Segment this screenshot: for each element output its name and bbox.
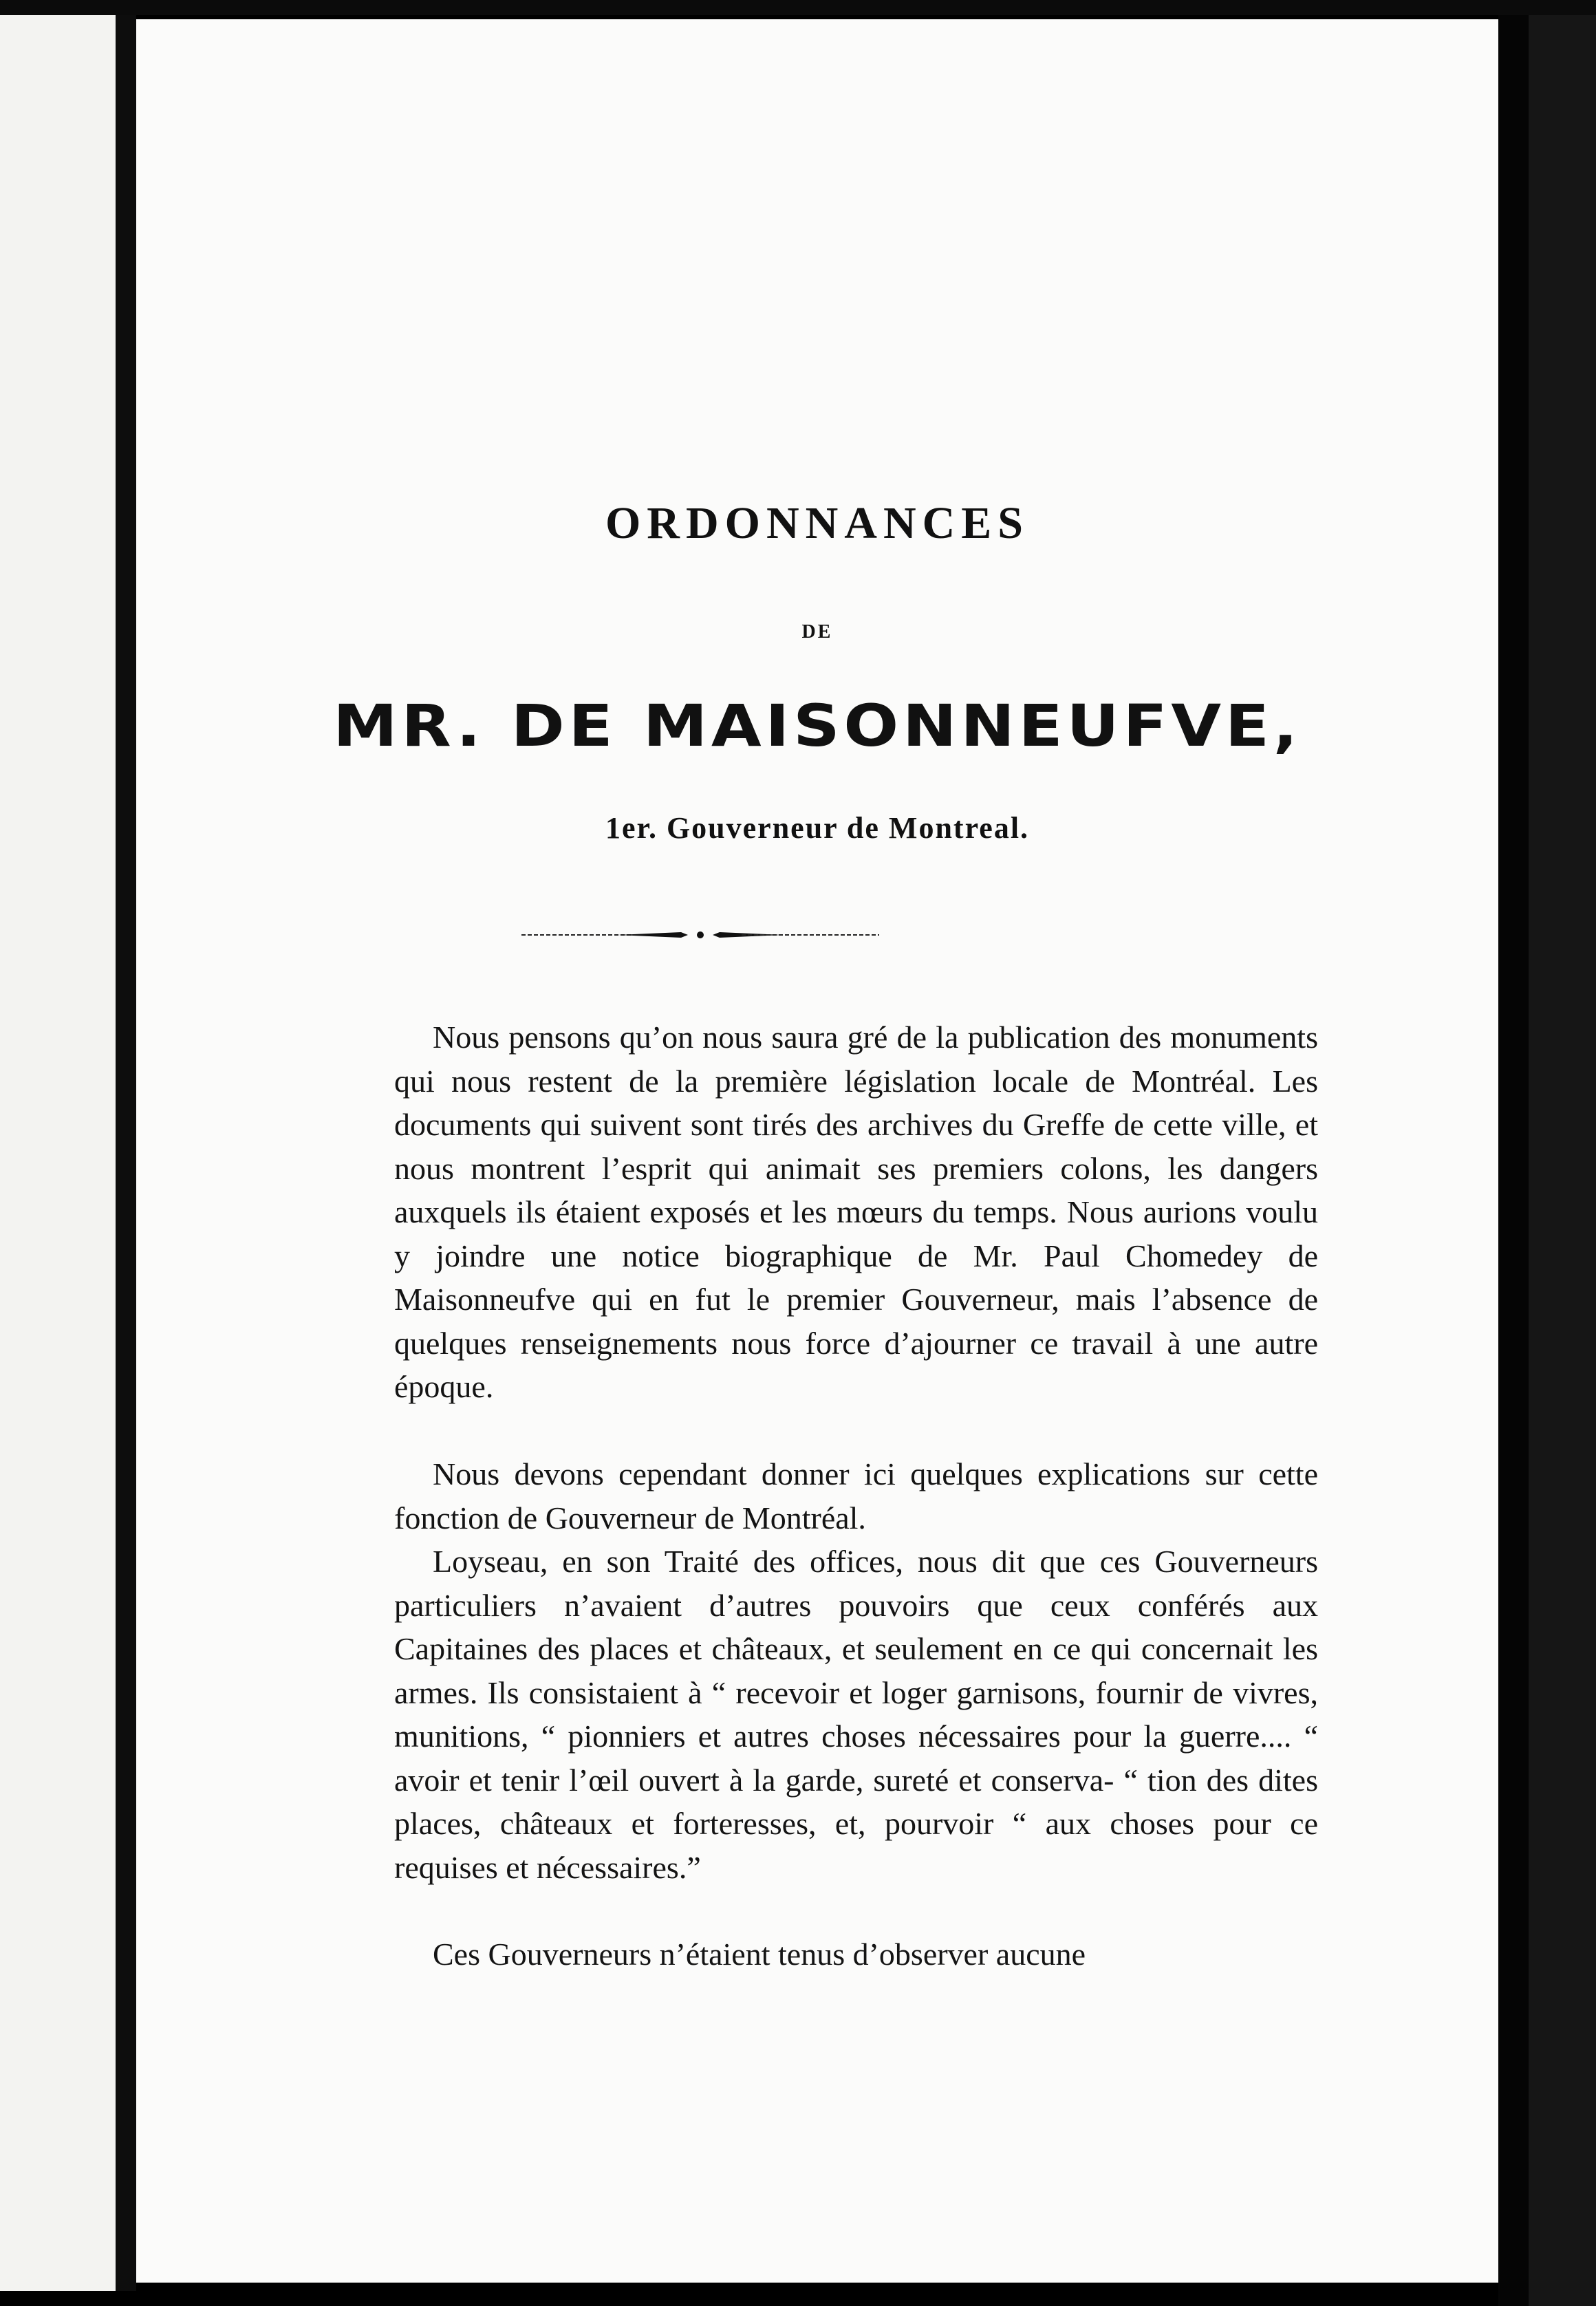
- page-title: ORDONNANCES: [605, 498, 1030, 548]
- paragraph-continued: Ces Gouverneurs n’étaient tenus d’observer aucune: [433, 1937, 1086, 1972]
- gutter-shadow: [116, 15, 136, 2291]
- left-page-edge: [0, 15, 116, 2291]
- paragraph: Loyseau, en son Traité des offices, nous dit que ces Gouverneurs particuliers n’avaient d’autres pouvoirs que ceux conférés aux Capitaines des places et châteaux, et seulement en ce qui concernait les armes. Ils consistaient à “ recevoir et loger garnisons, fournir de vivres, munitions, “ pionniers et autres choses nécessaires pour la guerre.... “ avoir et tenir l’œil ouvert à la garde, sureté et conserva- “ tion des dites places, châteaux et forteresses, et, pourvoir “ aux choses pour ce requises et nécessaires.”: [394, 1544, 1318, 1885]
- scan-top-border: [0, 0, 1596, 15]
- paragraph: Nous devons cependant donner ici quelques explications sur cette fonction de Gouverneur de Montréal.: [394, 1456, 1318, 1535]
- ornamental-divider: [521, 926, 879, 944]
- title-role: 1er. Gouverneur de Montreal.: [605, 811, 1030, 845]
- title-connector: DE: [801, 621, 833, 643]
- title-name: MR. DE MAISONNEUFVE,: [333, 692, 1302, 759]
- paragraph: Nous pensons qu’on nous saura gré de la publication des monuments qui nous restent de la première législation locale de Montréal. Les documents qui suivent sont tirés des archives du Greffe de cette ville, et nous montrent l’esprit qui animait ses premiers colons, les dangers auxquels ils étaient exposés et les mœurs du temps. Nous aurions voulu y joindre une notice biographique de Mr. Paul Chomedey de Maisonneufve qui en fut le premier Gouverneur, mais l’absence de quelques renseignements nous force d’ajourner ce travail à une autre époque.: [394, 1020, 1318, 1404]
- book-page: [136, 19, 1498, 2283]
- right-binding-shadow: [1498, 15, 1529, 2306]
